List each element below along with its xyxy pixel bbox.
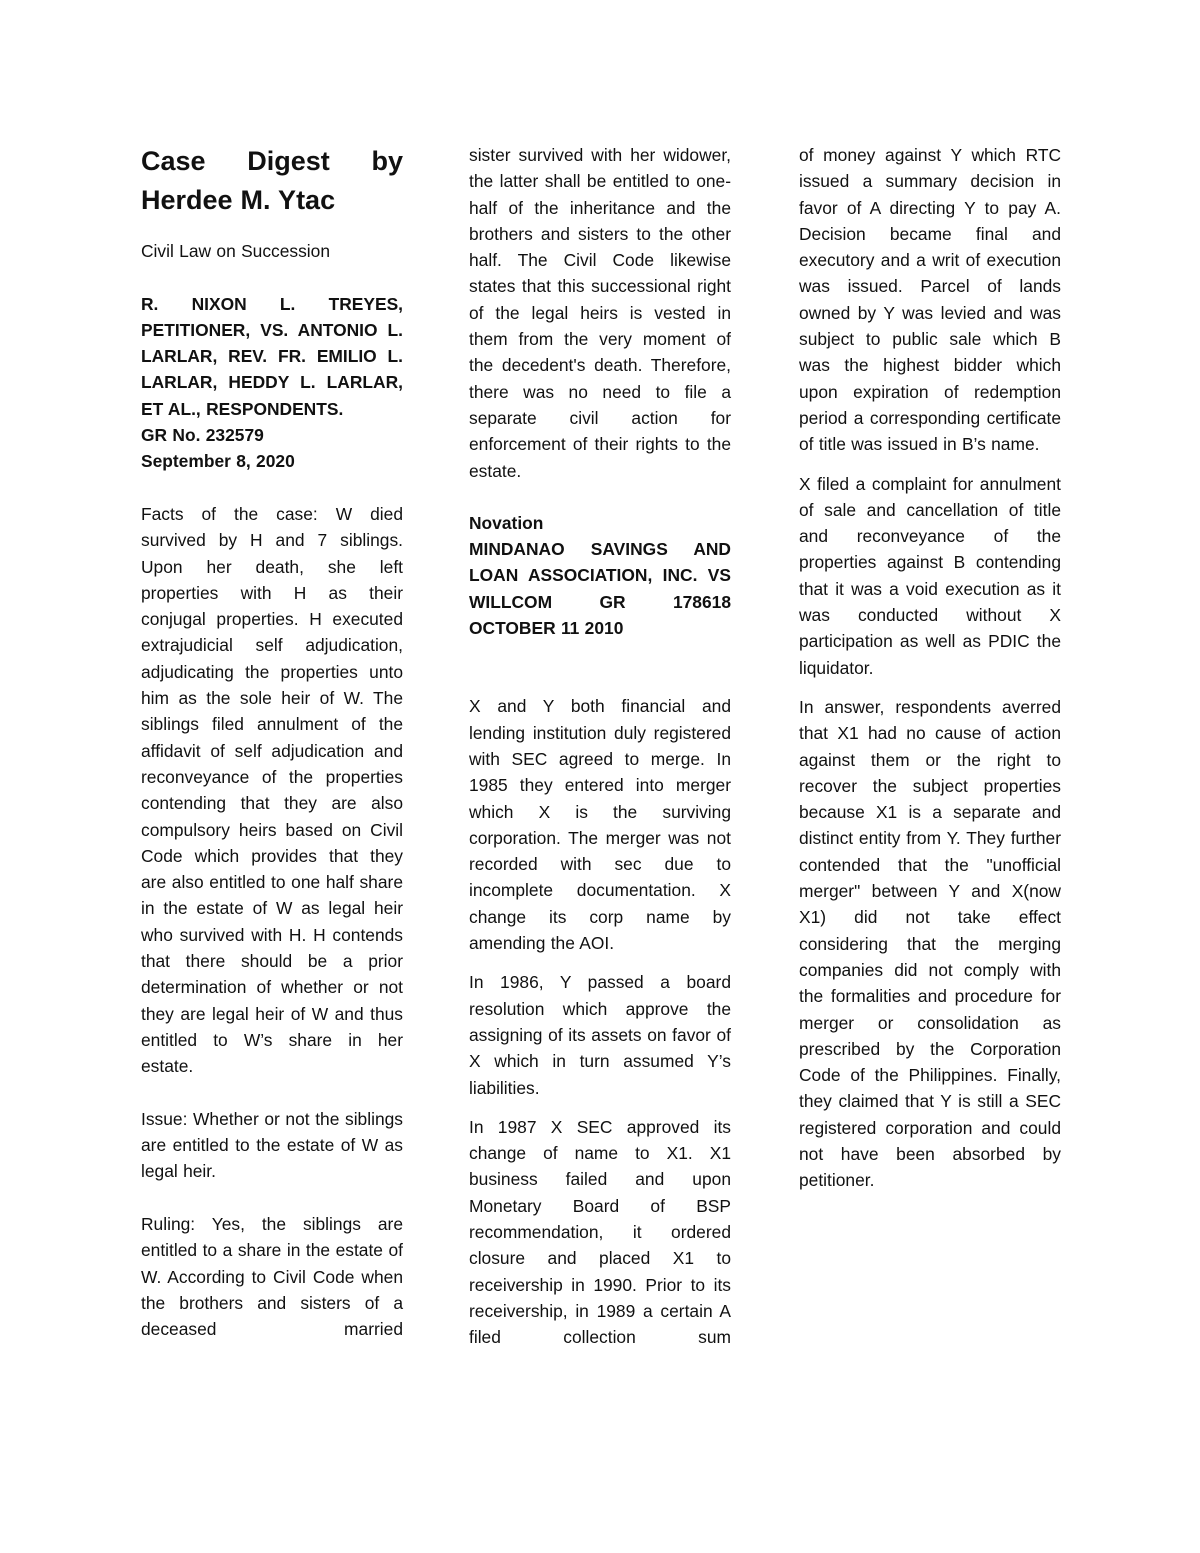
case-date-1: September 8, 2020 [141,451,295,472]
merger-paragraph-3: In 1987 X SEC approved its change of name to X1. X1 business failed and upon Monetary Board of BSP recommendation, it ordered closure and placed X1 to receivership in 1990. Prior to its receivership, in 1989 a certain A filed collection sum [469,1116,731,1348]
case-title-1: R. NIXON L. TREYES, PETITIONER, VS. ANTONIO L. LARLAR, REV. FR. EMILIO L. LARLAR, HEDDY L. LARLAR, ET AL., RESPONDENTS. [141,293,403,419]
title-line-1: Case Digest by [141,146,403,176]
subject-line: Civil Law on Succession [141,241,331,261]
facts-paragraph: Facts of the case: W died survived by H and 7 siblings. Upon her death, she left properties with H as their conjugal properties. H executed extrajudicial self adjudication, adjudicating the properties unto him as the sole heir of W. The siblings filed annulment of the affidavit of self adjudication and reconveyance of the properties contending that they are also compulsory heirs based on Civil Code which provides that they are also entitled to one half share in the estate of W as legal heir who survived with H. H contends that there should be a prior determination of whether or not they are legal heir of W and thus entitled to W’s share in her estate. [141,503,403,1077]
title-line-2: Herdee M. Ytac [141,185,336,215]
column-1 [141,142,403,1342]
answer-paragraph: In answer, respondents averred that X1 had no cause of action against them or the right to recover the subject properties because X1 is a separate and distinct entity from Y. They further contended that the "unofficial merger" between Y and X(now X1) did not take effect considering that the merging companies did not comply with the formalities and procedure for merger or consolidation as prescribed by the Corporation Code of the Philippines. Finally, they claimed that Y is still a SEC registered corporation and could not have been absorbed by petitioner. [799,696,1061,1191]
merger-paragraph-1: X and Y both financial and lending institution duly registered with SEC agreed to merge. In 1985 they entered into merger which X is the surviving corporation. The merger was not recorded with sec due to incomplete documentation. X change its corp name by amending the AOI. [469,696,731,954]
issue-paragraph: Issue: Whether or not the siblings are entitled to the estate of W as legal heir. [141,1108,403,1182]
execution-paragraph: of money against Y which RTC issued a summary decision in favor of A directing Y to pay A. Decision became final and executory and a writ of execution was issued. Parcel of lands owned by Y was levied and was subject to public sale which B was the highest bidder which upon expiration of redemption period a corresponding certificate of title was issued in B’s name. [799,145,1061,455]
case-title-2: MINDANAO SAVINGS AND LOAN ASSOCIATION, INC. VS WILLCOM GR 178618 OCTOBER 11 2010 [469,539,731,639]
ruling-continuation: sister survived with her widower, the latter shall be entitled to one-half of the inheritance and the brothers and sisters to the other half. The Civil Code likewise states that this successional right of the legal heirs is vested in them from the very moment of the decedent's death. Therefore, there was no need to file a separate civil action for enforcement of their rights to the estate. [469,145,731,481]
complaint-paragraph: X filed a complaint for annulment of sale and cancellation of title and reconveyance of the properties against B contending that it was a void execution as it was conducted without X participation as well as PDIC the liquidator. [799,473,1061,678]
column-2 [469,142,731,1350]
ruling-paragraph: Ruling: Yes, the siblings are entitled to a share in the estate of W. According to Civil Code when the brothers and sisters of a deceased married [141,1213,403,1340]
topic-heading: Novation [469,512,544,533]
gr-number-1: GR No. 232579 [141,425,264,446]
column-3 [799,142,1061,1194]
document-title [141,142,403,220]
merger-paragraph-2: In 1986, Y passed a board resolution which approve the assigning of its assets on favor of X which in turn assumed Y’s liabilities. [469,972,731,1098]
